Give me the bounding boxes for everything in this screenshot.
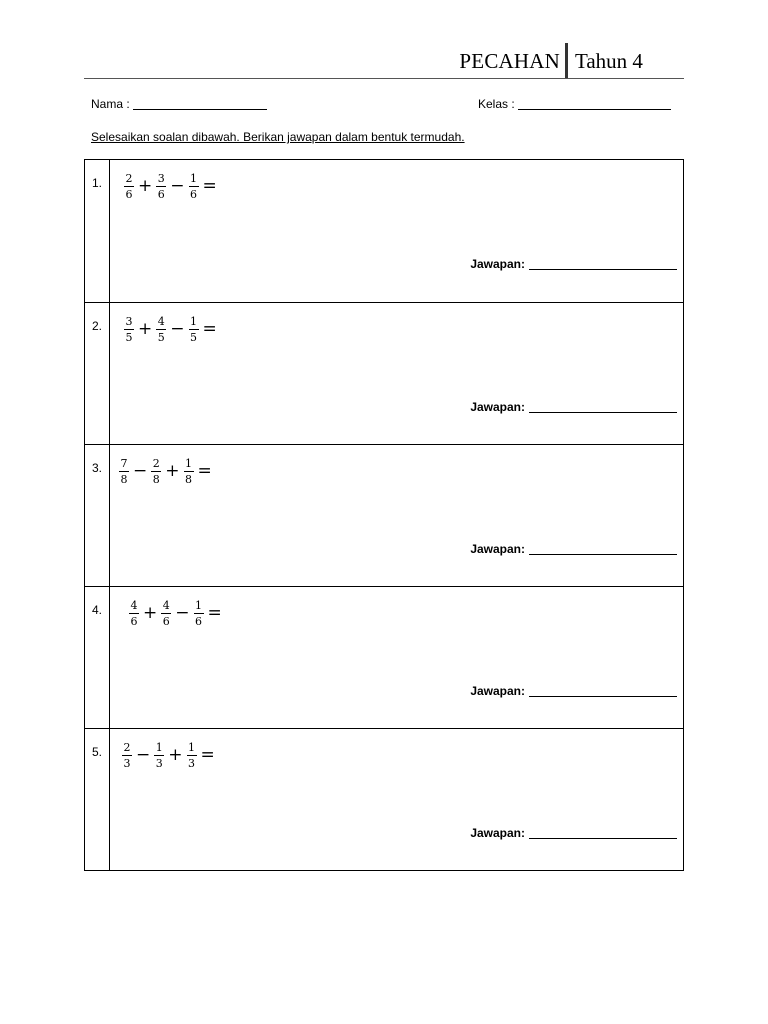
instruction-text: Selesaikan soalan dibawah. Berikan jawapan dalam bentuk termudah. [91, 130, 465, 144]
answer-label: Jawapan: [470, 684, 525, 698]
numerator: 2 [152, 457, 160, 470]
answer-input-line[interactable] [529, 826, 677, 839]
numerator: 1 [188, 741, 195, 754]
operator: + [143, 603, 158, 623]
worksheet-year: Tahun 4 [575, 49, 643, 73]
question-row [85, 160, 683, 302]
denominator: 3 [123, 757, 131, 770]
numerator: 2 [123, 741, 131, 754]
fraction [122, 741, 132, 770]
answer-label: Jawapan: [470, 400, 525, 414]
question-number: 1. [92, 176, 103, 190]
fraction [156, 315, 166, 344]
numerator: 1 [185, 457, 192, 470]
numerator: 4 [162, 599, 170, 612]
numerator: 1 [190, 315, 197, 328]
numerator: 1 [155, 741, 163, 754]
fraction-bar [154, 755, 164, 756]
fraction-bar [194, 613, 204, 614]
questions-table [84, 159, 684, 871]
operator: − [136, 745, 151, 765]
nama-input-line[interactable] [133, 97, 267, 110]
denominator: 5 [125, 331, 133, 344]
nama-label: Nama : [91, 97, 130, 111]
answer-label: Jawapan: [470, 826, 525, 840]
operator: − [170, 319, 185, 339]
question-row [85, 302, 683, 445]
fraction-bar [129, 613, 139, 614]
denominator: 6 [195, 615, 202, 628]
answer-field [470, 826, 677, 840]
fraction-bar [156, 186, 166, 187]
numerator: 1 [195, 599, 202, 612]
operator: = [200, 745, 215, 765]
denominator: 6 [130, 615, 138, 628]
fraction [184, 457, 194, 486]
operator: = [202, 176, 217, 196]
header-separator [565, 43, 568, 78]
fraction [154, 741, 164, 770]
kelas-input-line[interactable] [518, 97, 671, 110]
fraction [119, 457, 129, 486]
fraction-expression [116, 457, 213, 486]
question-number: 3. [92, 461, 103, 475]
fraction [156, 172, 166, 201]
fraction-bar [161, 613, 171, 614]
fraction-bar [124, 329, 134, 330]
numerator: 4 [130, 599, 138, 612]
operator: + [165, 461, 180, 481]
fraction [151, 457, 161, 486]
fraction-bar [189, 329, 199, 330]
kelas-label: Kelas : [478, 97, 515, 111]
fraction-bar [151, 471, 161, 472]
denominator: 8 [185, 473, 192, 486]
answer-input-line[interactable] [529, 400, 677, 413]
question-row [85, 728, 683, 871]
denominator: 6 [125, 188, 133, 201]
denominator: 8 [152, 473, 160, 486]
operator: + [168, 745, 183, 765]
fraction-bar [189, 186, 199, 187]
fraction-expression [119, 741, 216, 770]
answer-field [470, 542, 677, 556]
answer-field [470, 684, 677, 698]
denominator: 5 [190, 331, 197, 344]
question-row [85, 444, 683, 587]
question-number: 2. [92, 319, 103, 333]
fraction-expression [126, 599, 223, 628]
nama-field [91, 97, 267, 111]
denominator: 3 [188, 757, 195, 770]
fraction [129, 599, 139, 628]
numerator: 4 [157, 315, 165, 328]
kelas-field [478, 97, 671, 111]
denominator: 8 [120, 473, 128, 486]
fraction-bar [187, 755, 197, 756]
answer-input-line[interactable] [529, 257, 677, 270]
operator: − [133, 461, 148, 481]
denominator: 6 [157, 188, 165, 201]
numerator: 3 [125, 315, 133, 328]
question-row [85, 586, 683, 729]
operator: = [202, 319, 217, 339]
fraction [124, 315, 134, 344]
denominator: 5 [157, 331, 165, 344]
denominator: 3 [155, 757, 163, 770]
answer-input-line[interactable] [529, 684, 677, 697]
numerator: 2 [125, 172, 133, 185]
question-number: 4. [92, 603, 103, 617]
fraction-bar [119, 471, 129, 472]
answer-label: Jawapan: [470, 257, 525, 271]
fraction [189, 315, 199, 344]
operator: = [197, 461, 212, 481]
fraction-bar [124, 186, 134, 187]
answer-field [470, 400, 677, 414]
fraction-bar [122, 755, 132, 756]
denominator: 6 [162, 615, 170, 628]
fraction [124, 172, 134, 201]
fraction-bar [156, 329, 166, 330]
question-number: 5. [92, 745, 103, 759]
fraction [194, 599, 204, 628]
operator: + [138, 319, 153, 339]
fraction [161, 599, 171, 628]
fraction [189, 172, 199, 201]
operator: + [138, 176, 153, 196]
answer-input-line[interactable] [529, 542, 677, 555]
fraction-expression [121, 315, 218, 344]
fraction-expression [121, 172, 218, 201]
numerator: 7 [120, 457, 128, 470]
numerator: 1 [190, 172, 197, 185]
numerator: 3 [157, 172, 165, 185]
operator: = [207, 603, 222, 623]
fraction [187, 741, 197, 770]
fraction-bar [184, 471, 194, 472]
operator: − [170, 176, 185, 196]
worksheet-title: PECAHAN [459, 49, 560, 73]
answer-field [470, 257, 677, 271]
denominator: 6 [190, 188, 197, 201]
answer-label: Jawapan: [470, 542, 525, 556]
worksheet-header [84, 40, 684, 79]
operator: − [175, 603, 190, 623]
